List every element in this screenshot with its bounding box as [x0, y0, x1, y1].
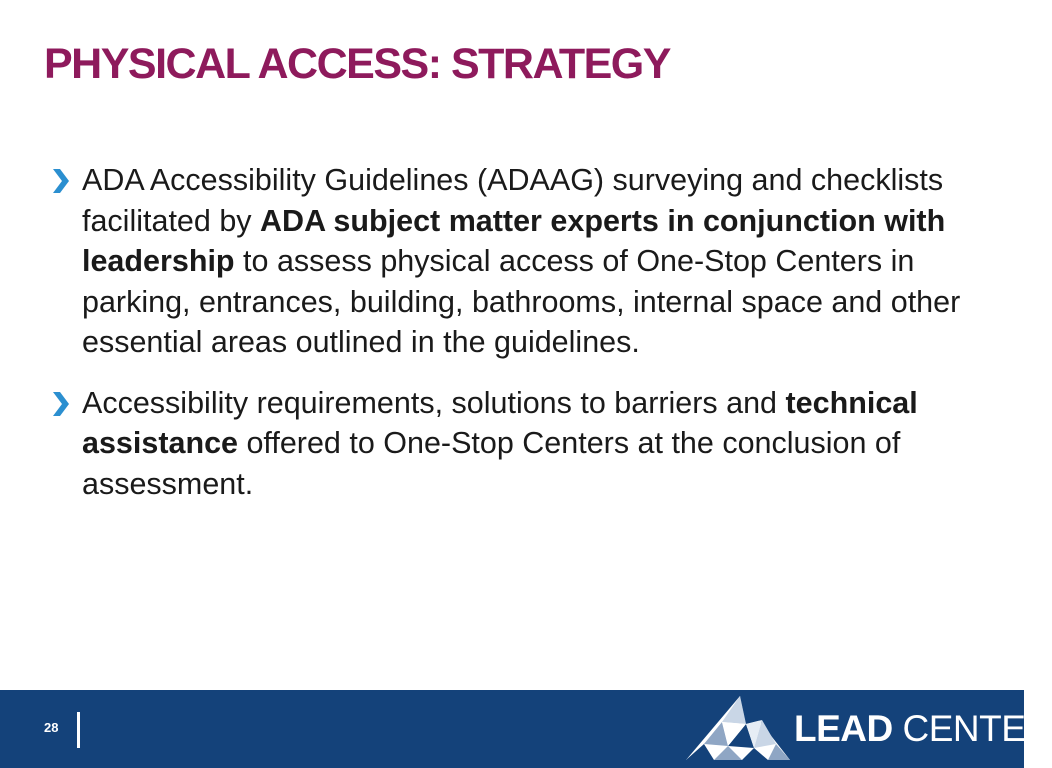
footer-bar — [0, 690, 1052, 768]
bullet-bold-text: ADA subject matter experts in conjunction with leadership — [82, 203, 946, 278]
chevron-right-icon — [50, 392, 70, 416]
bullet-text: offered to One-Stop Centers at the conclusion of assessment. — [82, 426, 901, 501]
bullet-list — [50, 160, 970, 504]
page-number: 28 — [44, 720, 59, 735]
logo-wordmark — [794, 708, 1052, 750]
bullet-text: Accessibility requirements, solutions to barriers and — [82, 385, 786, 420]
footer-divider — [77, 712, 80, 748]
bullet-item — [50, 383, 970, 505]
slide-title: PHYSICAL ACCESS: STRATEGY — [44, 40, 670, 88]
logo-text-lead: LEAD — [794, 708, 893, 749]
bullet-text: ADA Accessibility Guidelines (ADAAG) surveying and checklists facilitated by — [82, 163, 944, 238]
logo-text-center: CENTER — [902, 708, 1052, 749]
bullet-text: to assess physical access of One-Stop Centers in parking, entrances, building, bathrooms, internal space and other essential areas outlined in the guidelines. — [82, 244, 961, 359]
triangle-mosaic-logo-icon — [684, 694, 792, 762]
bullet-item — [50, 160, 970, 363]
bullet-bold-text: technical assistance — [82, 385, 918, 460]
chevron-right-icon — [50, 169, 70, 193]
